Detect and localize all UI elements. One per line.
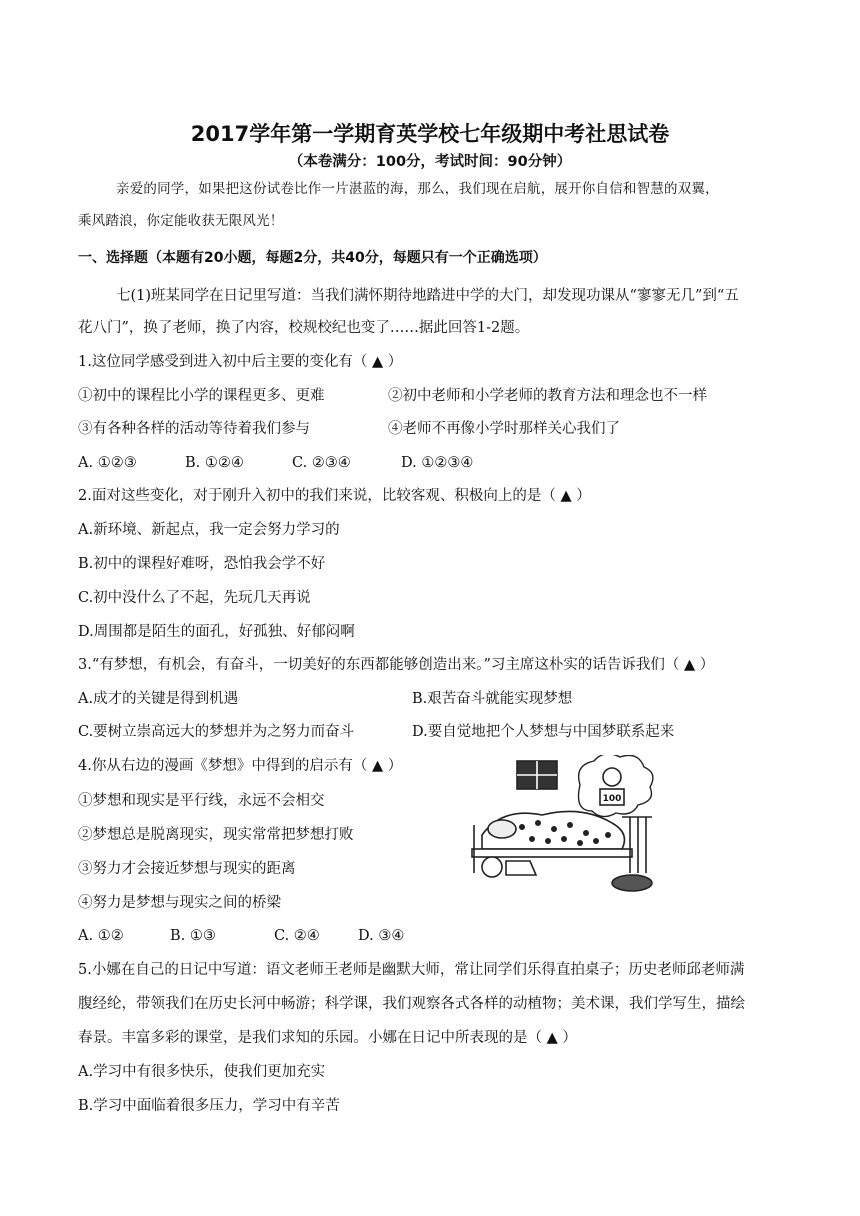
q1-option-d[interactable]: D. ①②③④	[401, 455, 474, 471]
q4-statement-3: ③努力才会接近梦想与现实的距离	[78, 861, 296, 877]
passage-line-1: 七(1)班某同学在日记里写道：当我们满怀期待地踏进中学的大门，却发现功课从“寥寥无几”到“五	[116, 288, 739, 304]
q4-statement-4: ④努力是梦想与现实之间的桥梁	[78, 895, 281, 911]
q4-options	[78, 926, 404, 946]
q1-statement-1: ①初中的课程比小学的课程更多、更难	[78, 388, 325, 404]
q2-option-d[interactable]: D.周围都是陌生的面孔，好孤独、好郁闷啊	[78, 624, 355, 640]
q4-option-d[interactable]: D. ③④	[358, 928, 405, 944]
intro-line-1: 亲爱的同学，如果把这份试卷比作一片湛蓝的海，那么，我们现在启航，展开你自信和智慧的双翼，	[116, 181, 719, 197]
q5-stem-line-1: 5.小娜在自己的日记中写道：语文老师王老师是幽默大师，常让同学们乐得直拍桌子；历史老师邱老师满	[78, 962, 745, 978]
q3-stem: 3.“有梦想，有机会，有奋斗，一切美好的东西都能够创造出来。”习主席这朴实的话告诉我们（ ▲ ）	[78, 657, 715, 673]
q4-option-a[interactable]: A. ①②	[78, 928, 124, 944]
exam-subtitle: （本卷满分：100分，考试时间：90分钟）	[288, 154, 572, 170]
q4-statement-1: ①梦想和现实是平行线，永远不会相交	[78, 793, 325, 809]
q3-option-c[interactable]: C.要树立崇高远大的梦想并为之努力而奋斗	[78, 724, 355, 740]
q5-stem-line-3: 春景。丰富多彩的课堂，是我们求知的乐园。小娜在日记中所表现的是（ ▲ ）	[78, 1030, 577, 1046]
q1-option-a[interactable]: A. ①②③	[78, 455, 137, 471]
q3-option-d[interactable]: D.要自觉地把个人梦想与中国梦联系起来	[412, 724, 675, 740]
q5-stem-line-2: 腹经纶，带领我们在历史长河中畅游；科学课，我们观察各式各样的动植物；美术课，我们学写生，描绘	[78, 996, 745, 1012]
q2-stem: 2.面对这些变化，对于刚升入初中的我们来说，比较客观、积极向上的是（ ▲ ）	[78, 488, 591, 504]
q1-option-b[interactable]: B. ①②④	[185, 455, 244, 471]
q1-stem: 1.这位同学感受到进入初中后主要的变化有（ ▲ ）	[78, 354, 403, 370]
q4-stem: 4.你从右边的漫画《梦想》中得到的启示有（ ▲ ）	[78, 758, 403, 774]
q4-statement-2: ②梦想总是脱离现实，现实常常把梦想打败	[78, 827, 354, 843]
cartoon-score-text: 100	[602, 794, 622, 804]
q1-option-c[interactable]: C. ②③④	[292, 455, 351, 471]
q1-statement-3: ③有各种各样的活动等待着我们参与	[78, 421, 310, 437]
q2-option-a[interactable]: A.新环境、新起点，我一定会努力学习的	[78, 522, 340, 538]
dream-cartoon-image	[462, 755, 674, 893]
q5-option-a[interactable]: A.学习中有很多快乐，使我们更加充实	[78, 1064, 326, 1080]
q2-option-c[interactable]: C.初中没什么了不起，先玩几天再说	[78, 590, 311, 606]
q1-statement-4: ④老师不再像小学时那样关心我们了	[388, 421, 620, 437]
q3-option-b[interactable]: B.艰苦奋斗就能实现梦想	[412, 691, 573, 707]
q4-option-c[interactable]: C. ②④	[274, 928, 320, 944]
q1-statement-2: ②初中老师和小学老师的教育方法和理念也不一样	[388, 388, 707, 404]
exam-title: 2017学年第一学期育英学校七年级期中考社思试卷	[190, 122, 670, 146]
q1-options	[78, 453, 473, 473]
q5-option-b[interactable]: B.学习中面临着很多压力，学习中有辛苦	[78, 1098, 340, 1114]
section-heading: 一、选择题（本题有20小题，每题2分，共40分，每题只有一个正确选项）	[78, 250, 547, 266]
q4-option-b[interactable]: B. ①③	[170, 928, 216, 944]
q2-option-b[interactable]: B.初中的课程好难呀，恐怕我会学不好	[78, 556, 326, 572]
passage-line-2: 花八门”，换了老师，换了内容，校规校纪也变了……据此回答1-2题。	[78, 320, 530, 336]
q3-option-a[interactable]: A.成才的关键是得到机遇	[78, 691, 239, 707]
intro-line-2: 乘风踏浪，你定能收获无限风光！	[78, 213, 284, 229]
